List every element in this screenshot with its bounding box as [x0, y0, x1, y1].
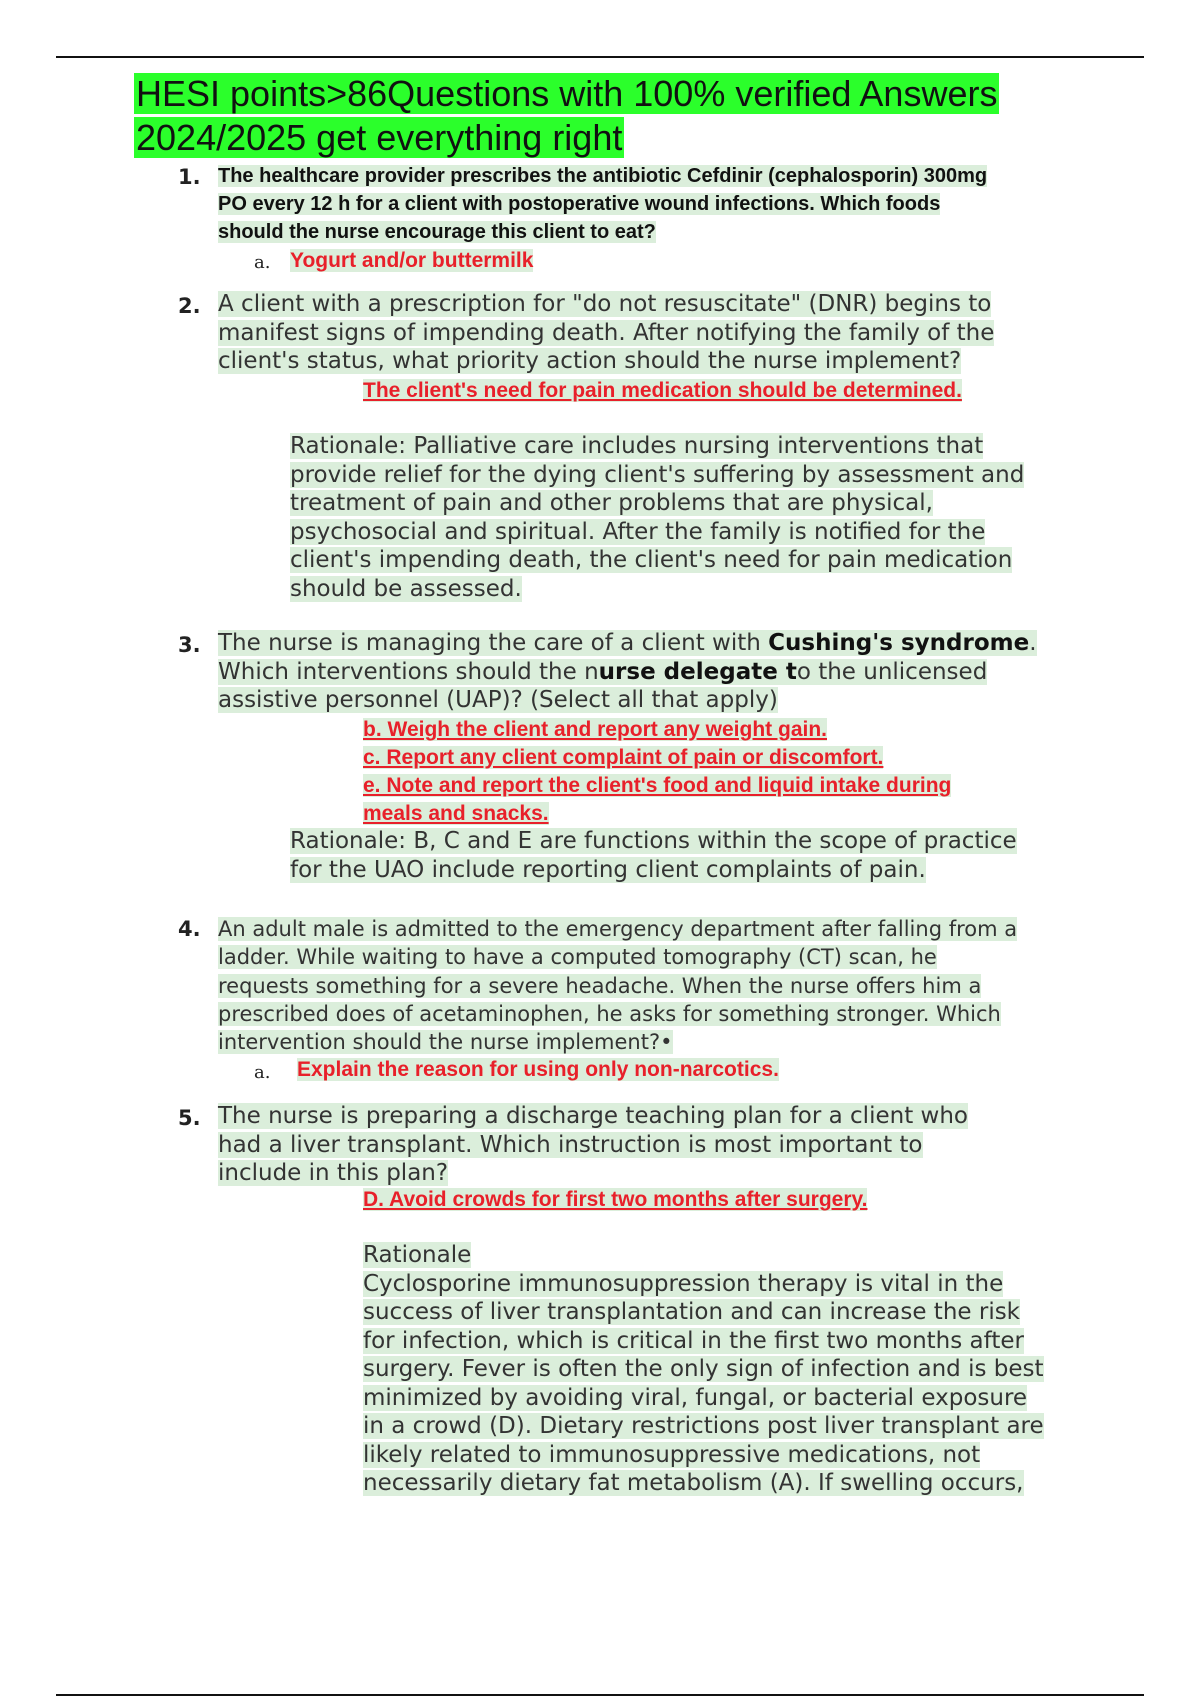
rationale: Rationale Cyclosporine immunosuppression therapy is vital in the success of liver transplantation and can increase the risk for infection, which is critical in the first two months after surgery. Fever is often the only sign of infection and is best minimized by avoiding viral, fungal, or bacterial exposure in a crowd (D). Dietary restrictions post liver transplant are likely related to immunosuppressive medications, not necessarily dietary fat metabolism (A). If swelling occurs, — [363, 1242, 1044, 1496]
correct-answer: The client's need for pain medication should be determined. — [363, 379, 962, 402]
answer-marker: a. — [254, 252, 271, 273]
question-text: The nurse is managing the care of a client with Cushing's syndrome. Which interventions should the nurse delegate to the unlicensed assistive personnel (UAP)? (Select all that apply) — [218, 630, 1037, 713]
title-line-1: HESI points>86Questions with 100% verified Answers — [136, 73, 998, 114]
correct-answer: D. Avoid crowds for first two months after surgery. — [363, 1188, 868, 1211]
correct-answer: Yogurt and/or buttermilk — [290, 249, 534, 272]
answer-marker: a. — [254, 1062, 271, 1083]
correct-answer: Explain the reason for using only non-narcotics. — [297, 1058, 779, 1081]
question-text: The nurse is preparing a discharge teaching plan for a client who had a liver transplant. Which instruction is most important to include in this plan? — [218, 1103, 968, 1186]
question-text: A client with a prescription for "do not resuscitate" (DNR) begins to manifest signs of impending death. After notifying the family of the client's status, what priority action should the nurse implement? — [218, 291, 995, 374]
question-number: 2. — [178, 294, 201, 318]
correct-answers: b. Weigh the client and report any weight gain. c. Report any client complaint of pain or discomfort. e. Note and report the client's food and liquid intake during meals and snacks. — [363, 718, 952, 825]
question-number: 1. — [178, 165, 201, 189]
bottom-divider — [56, 1694, 1144, 1696]
rationale: Rationale: B, C and E are functions within the scope of practice for the UAO include reporting client complaints of pain. — [290, 828, 1017, 883]
title-line-2: 2024/2025 get everything right — [136, 117, 623, 158]
question-number: 4. — [178, 917, 201, 941]
page-title — [134, 72, 1034, 160]
question-number: 3. — [178, 633, 201, 657]
top-divider — [56, 56, 1144, 58]
question-number: 5. — [178, 1106, 201, 1130]
question-text: The healthcare provider prescribes the antibiotic Cefdinir (cephalosporin) 300mg PO every 12 h for a client with postoperative wound infections. Which foods should the nurse encourage this client to eat? — [218, 165, 988, 243]
question-text: An adult male is admitted to the emergency department after falling from a ladder. While waiting to have a computed tomography (CT) scan, he requests something for a severe headache. When the nurse offers him a prescribed does of acetaminophen, he asks for something stronger. Which intervention should the nurse implement?• — [218, 917, 1018, 1055]
rationale: Rationale: Palliative care includes nursing interventions that provide relief for the dying client's suffering by assessment and treatment of pain and other problems that are physical, psychosocial and spiritual. After the family is notified for the client's impending death, the client's need for pain medication should be assessed. — [290, 433, 1025, 602]
